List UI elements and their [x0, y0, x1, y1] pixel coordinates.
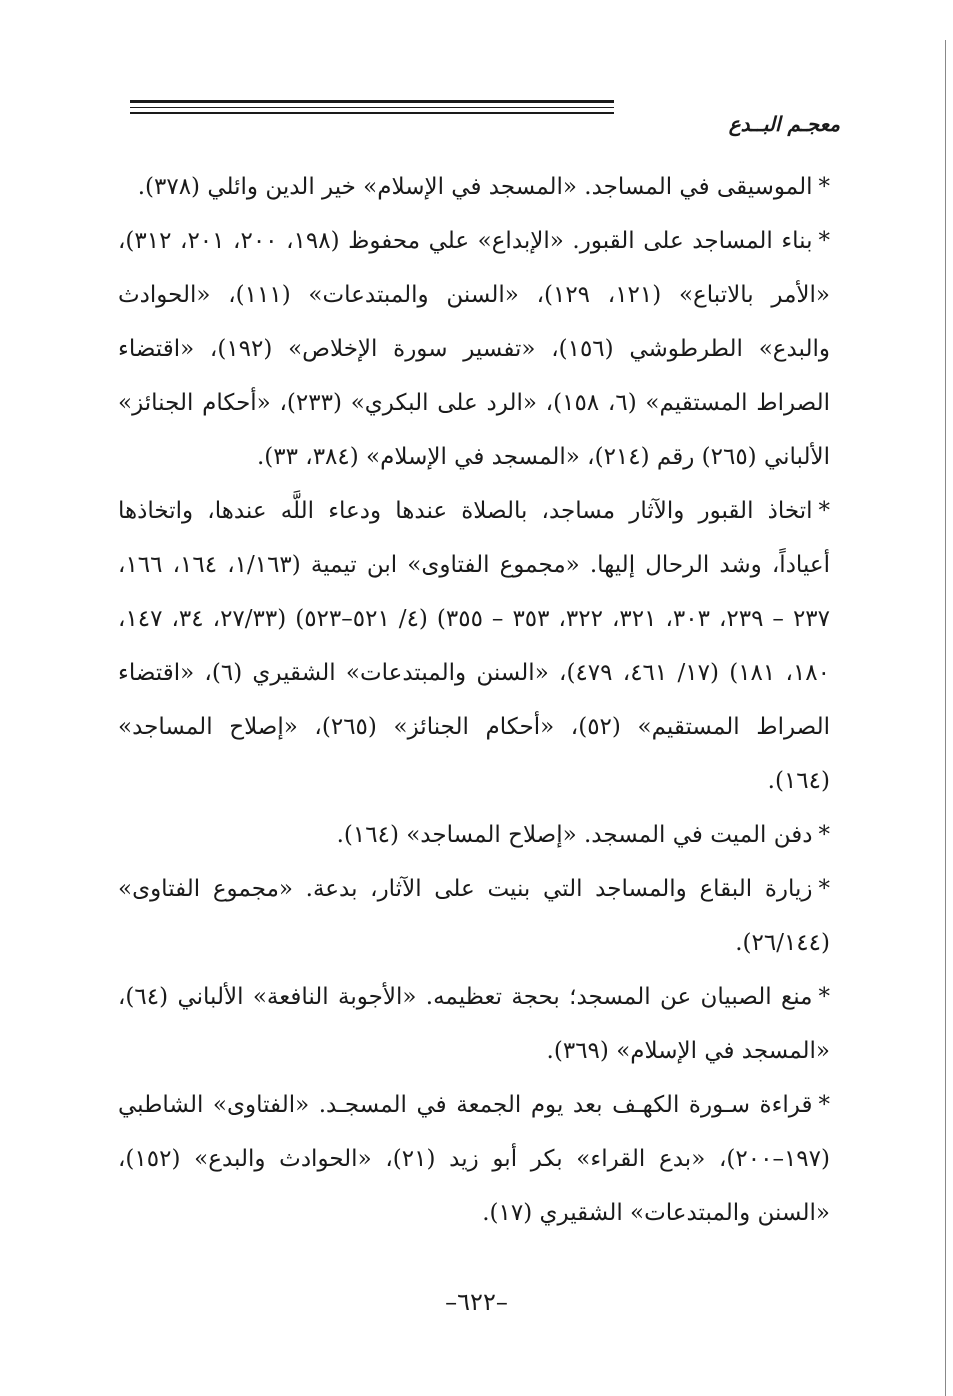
page-number: –٦٢٢–: [445, 1288, 508, 1316]
entry-text: الموسيقى في المساجد. «المسجد في الإسلام» خير الدين وائلي (٣٧٨).: [137, 174, 813, 200]
entry-text: قراءة سـورة الكهـف بعد يوم الجمعة في المسجـد. «الفتاوى» الشاطبي (١٩٧–٢٠٠)، «بدع القراء» بكر أبو زيد (٢١)، «الحوادث والبدع» (١٥٢)، «السنن والمبتدعات» الشقيري (١٧).: [118, 1092, 830, 1226]
entry-taking-graves-as-mosques: [118, 484, 830, 808]
entry-text: منع الصبيان عن المسجد؛ بحجة تعظيمه. «الأجوبة النافعة» الألباني (٦٤)، «المسجد في الإسلام» (٣٦٩).: [118, 984, 830, 1064]
entry-music-in-mosques: [118, 160, 830, 214]
entry-barring-children: [118, 970, 830, 1078]
entries-list: [118, 160, 830, 1240]
bullet-star: *: [818, 498, 830, 524]
entry-building-mosques-on-graves: [118, 214, 830, 484]
bullet-star: *: [818, 984, 830, 1010]
entry-text: دفن الميت في المسجد. «إصلاح المساجد» (١٦٤).: [336, 822, 813, 848]
entry-text: اتخاذ القبور والآثار مساجد، بالصلاة عندها ودعاء اللَّه عندها، واتخاذها أعياداً، وشد الرحال إليها. «مجموع الفتاوى» ابن تيمية (١/١٦٣، ١٦٤، ١٦٦، ٢٣٧ – ٢٣٩، ٣٠٣، ٣٢١، ٣٢٢، ٣٥٣ – ٣٥٥) (٤/ ٥٢١–٥٢٣) (٢٧/٣٣، ٣٤، ١٤٧، ١٨٠، ١٨١) (١٧/ ٤٦١، ٤٧٩)، «السنن والمبتدعات» الشقيري (٦)، «اقتضاء الصراط المستقيم» (٥٢)، «أحكام الجنائز» (٢٦٥)، «إصلاح المساجد» (١٦٤).: [118, 498, 831, 794]
bullet-star: *: [818, 174, 830, 200]
page-edge-line: [945, 40, 946, 1396]
entry-reciting-al-kahf: [118, 1078, 830, 1240]
bullet-star: *: [818, 876, 830, 902]
entry-text: بناء المساجد على القبور. «الإبداع» علي محفوظ (١٩٨، ٢٠٠، ٢٠١، ٣١٢)، «الأمر بالاتباع» (١٢١، ١٢٩)، «السنن والمبتدعات» (١١١)، «الحوادث والبدع» الطرطوشي (١٥٦)، «تفسير سورة الإخلاص» (١٩٢)، «اقتضاء الصراط المستقيم» (٦، ١٥٨)، «الرد على البكري» (٢٣٣)، «أحكام الجنائز» الألباني (٢٦٥) رقم (٢١٤)، «المسجد في الإسلام» (٣٨٤، ٣٣).: [118, 228, 831, 470]
header-rule: [130, 98, 614, 118]
bullet-star: *: [818, 822, 830, 848]
entry-visiting-sites: [118, 862, 830, 970]
entry-burial-in-mosque: [118, 808, 830, 862]
bullet-star: *: [818, 1092, 830, 1118]
bullet-star: *: [818, 228, 831, 254]
running-header: [130, 98, 840, 138]
entry-text: زيارة البقاع والمساجد التي بنيت على الآثار، بدعة. «مجموع الفتاوى» (٢٦/١٤٤).: [118, 876, 830, 956]
running-header-title: معجـم البــدع: [728, 112, 840, 136]
